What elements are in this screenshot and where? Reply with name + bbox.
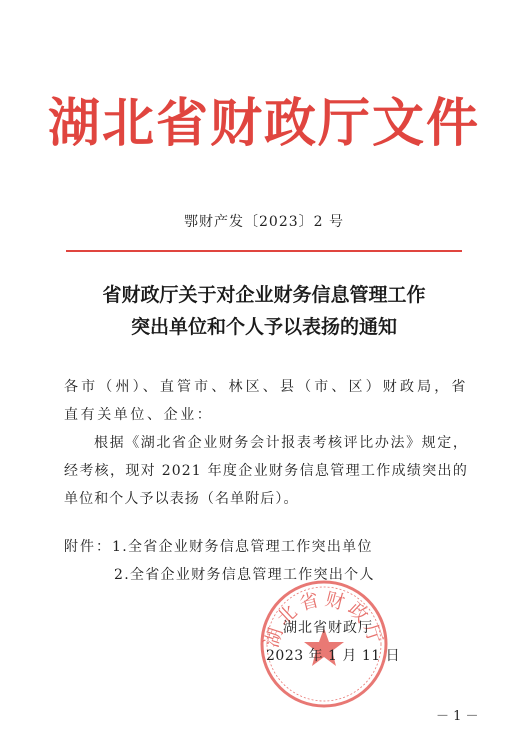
- page-number: － 1 －: [436, 709, 479, 724]
- attachments-label: 附件：: [64, 539, 112, 555]
- document-title-line-1: 省财政厅关于对企业财务信息管理工作: [102, 284, 426, 306]
- document-title-line-2: 突出单位和个人予以表扬的通知: [130, 316, 397, 338]
- red-divider-line: [66, 250, 462, 252]
- body-text: 根据《湖北省企业财务会计报表考核评比办法》规定，经考核，现对 2021 年度企业财务信息管理工作成绩突出的单位和个人予以表扬（名单附后）。: [64, 435, 468, 507]
- official-seal-stamp: [258, 578, 390, 710]
- document-number: 鄂财产发〔2023〕2 号: [184, 214, 344, 230]
- salutation-paragraph: [64, 373, 468, 429]
- body-paragraph: [64, 429, 468, 513]
- seal-lettering: 湖北省财政厅: [260, 588, 388, 651]
- attachment-item-2-text: 2.全省企业财务信息管理工作突出个人: [114, 567, 375, 583]
- document-masthead: 湖北省财政厅文件: [47, 93, 480, 154]
- attachment-item-1: [64, 533, 375, 561]
- attachment-item-1-text: 1.全省企业财务信息管理工作突出单位: [112, 539, 373, 555]
- issue-date: 2023 年 1 月 11 日: [266, 648, 401, 664]
- issuing-authority: 湖北省财政厅: [283, 620, 373, 636]
- salutation-text: 各市（州）、直管市、林区、县（市、区）财政局，省直有关单位、企业：: [64, 379, 468, 423]
